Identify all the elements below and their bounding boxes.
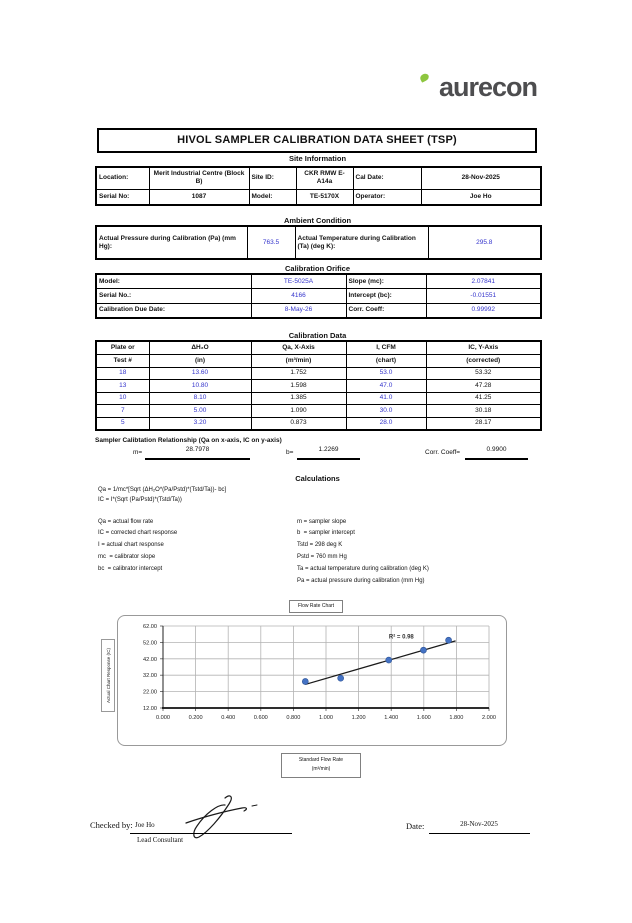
definition: bc = calibrator intercept [98, 566, 163, 572]
definition: Pstd = 760 mm Hg [297, 554, 347, 560]
table-row [96, 289, 541, 304]
site-id-label: Site ID: [249, 167, 296, 189]
definition: I = actual chart response [98, 542, 164, 548]
temperature-value: 295.8 [428, 226, 541, 259]
svg-text:0.400: 0.400 [221, 715, 236, 721]
table-cell: 18 [96, 367, 149, 380]
checked-by-label: Checked by: [90, 820, 133, 830]
cal-due-date-label: Calibration Due Date: [96, 303, 251, 318]
svg-text:62.00: 62.00 [143, 624, 157, 630]
column-header: (chart) [346, 354, 426, 367]
table-row [96, 380, 541, 393]
definition: IC = corrected chart response [98, 530, 178, 536]
intercept-value: -0.01551 [426, 289, 541, 304]
model-label: Model: [249, 189, 296, 205]
chart-x-axis-title: Standard Flow Rate [298, 757, 344, 763]
svg-text:0.800: 0.800 [286, 715, 301, 721]
chart-y-axis-title-box [101, 639, 115, 712]
table-cell: 41.25 [426, 392, 541, 405]
orifice-serial-value: 4166 [251, 289, 346, 304]
table-cell: 41.0 [346, 392, 426, 405]
temperature-label: Actual Temperature during Calibration (Ta) (deg K): [295, 226, 428, 259]
table-cell: 30.18 [426, 405, 541, 418]
checked-by-name: Joe Ho [135, 821, 155, 829]
column-header: (m³/min) [251, 354, 346, 367]
chart-x-axis-units: (m³/min) [311, 766, 331, 772]
sampler-corr-coeff-value: 0.9900 [465, 446, 528, 460]
ambient-condition-table [95, 225, 542, 260]
location-label: Location: [96, 167, 149, 189]
definition: b = sampler intercept [297, 530, 355, 536]
svg-text:42.00: 42.00 [143, 656, 157, 663]
calibration-orifice-heading: Calibration Orifice [284, 264, 350, 273]
site-information-heading: Site Information [288, 154, 347, 163]
b-label: b= [286, 449, 294, 456]
date-line [429, 833, 530, 834]
table-row [96, 274, 541, 289]
svg-text:1.000: 1.000 [319, 715, 333, 721]
slope-label: Slope (mc): [346, 274, 426, 289]
table-header-row [96, 341, 541, 354]
calibration-orifice-table [95, 273, 542, 319]
operator-label: Operator: [353, 189, 421, 205]
slope-value: 2.07841 [426, 274, 541, 289]
svg-text:32.00: 32.00 [143, 673, 157, 680]
svg-text:22.00: 22.00 [143, 689, 157, 696]
svg-text:1.800: 1.800 [449, 715, 464, 721]
page-title: HIVOL SAMPLER CALIBRATION DATA SHEET (TSP) [97, 128, 537, 153]
operator-value: Joe Ho [421, 189, 541, 205]
table-row [96, 367, 541, 380]
table-row [96, 189, 541, 205]
column-header: (in) [149, 354, 251, 367]
serial-no-value: 1087 [149, 189, 249, 205]
definition: m = sampler slope [297, 519, 347, 525]
flow-rate-chart-area [117, 615, 507, 746]
corr-coeff-value: 0.99992 [426, 303, 541, 318]
definition: Pa = actual pressure during calibration (mm Hg) [297, 578, 425, 584]
chart-x-axis-title-box [281, 753, 361, 778]
date-label: Date: [406, 821, 425, 831]
orifice-serial-label: Serial No.: [96, 289, 251, 304]
svg-text:2.000: 2.000 [482, 715, 496, 721]
column-header: (corrected) [426, 354, 541, 367]
cal-date-value: 28-Nov-2025 [421, 167, 541, 189]
calculations-heading: Calculations [295, 474, 340, 483]
calibration-data-table [95, 340, 542, 431]
table-header-row [96, 354, 541, 367]
svg-text:0.600: 0.600 [253, 715, 268, 721]
checked-by-title: Lead Consultant [137, 836, 184, 844]
table-cell: 53.0 [346, 367, 426, 380]
table-cell: 13.60 [149, 367, 251, 380]
sampler-corr-coeff-label: Corr. Coeff= [425, 449, 461, 456]
b-value: 1.2269 [297, 446, 360, 460]
model-value: TE-5170X [296, 189, 353, 205]
svg-text:1.200: 1.200 [351, 715, 366, 721]
checked-by-signature-line [130, 833, 292, 834]
table-cell: 8.10 [149, 392, 251, 405]
location-value: Merit Industrial Centre (Block B) [149, 167, 249, 189]
table-cell: 30.0 [346, 405, 426, 418]
flow-rate-chart [118, 616, 506, 745]
svg-text:52.00: 52.00 [143, 640, 157, 647]
table-cell: 5 [96, 417, 149, 430]
definition: Ta = actual temperature during calibration (deg K) [297, 566, 429, 572]
svg-text:0.000: 0.000 [156, 715, 170, 721]
column-header: I, CFM [346, 341, 426, 354]
cal-due-date-value: 8-May-26 [251, 303, 346, 318]
table-cell: 0.873 [251, 417, 346, 430]
chart-title-box: Flow Rate Chart [289, 600, 343, 613]
definition: Qa = actual flow rate [98, 519, 154, 525]
cal-date-label: Cal Date: [353, 167, 421, 189]
orifice-model-value: TE-5025A [251, 274, 346, 289]
table-cell: 10.80 [149, 380, 251, 393]
table-cell: 1.090 [251, 405, 346, 418]
table-cell: 10 [96, 392, 149, 405]
column-header: ΔH₂O [149, 341, 251, 354]
svg-text:R² = 0.98: R² = 0.98 [388, 634, 414, 641]
table-cell: 28.17 [426, 417, 541, 430]
table-row [96, 392, 541, 405]
svg-text:0.200: 0.200 [188, 715, 203, 721]
table-cell: 1.752 [251, 367, 346, 380]
pressure-value: 763.5 [247, 226, 295, 259]
table-row [96, 303, 541, 318]
column-header: Qa, X-Axis [251, 341, 346, 354]
formula-qa: Qa = 1/mc*[Sqrt (ΔH₂O*(Pa/Pstd)*(Tstd/Ta))- bc] [98, 487, 227, 493]
definition: mc = calibrator slope [98, 554, 156, 560]
table-cell: 13 [96, 380, 149, 393]
table-cell: 3.20 [149, 417, 251, 430]
column-header: Test # [96, 354, 149, 367]
svg-text:1.600: 1.600 [416, 715, 431, 721]
svg-text:12.00: 12.00 [143, 706, 157, 712]
table-cell: 1.598 [251, 380, 346, 393]
relationship-heading: Sampler Calibtation Relationship (Qa on x-axis, IC on y-axis) [95, 437, 282, 444]
corr-coeff-label: Corr. Coeff: [346, 303, 426, 318]
formula-ic: IC = I*(Sqrt (Pa/Pstd)*(Tstd/Ta)) [98, 497, 182, 503]
table-cell: 53.32 [426, 367, 541, 380]
column-header: IC, Y-Axis [426, 341, 541, 354]
ambient-condition-heading: Ambient Condition [283, 216, 352, 225]
column-header: Plate or [96, 341, 149, 354]
date-value: 28-Nov-2025 [460, 820, 498, 828]
intercept-label: Intercept (bc): [346, 289, 426, 304]
table-cell: 47.28 [426, 380, 541, 393]
table-cell: 47.0 [346, 380, 426, 393]
serial-no-label: Serial No: [96, 189, 149, 205]
m-label: m= [133, 449, 143, 456]
definition: Tstd = 298 deg K [297, 542, 343, 548]
aurecon-logo: aurecon [438, 72, 537, 102]
table-row [96, 167, 541, 189]
orifice-model-label: Model: [96, 274, 251, 289]
table-cell: 7 [96, 405, 149, 418]
svg-text:1.400: 1.400 [384, 715, 399, 721]
table-cell: 5.00 [149, 405, 251, 418]
site-information-table [95, 166, 542, 206]
table-cell: 1.385 [251, 392, 346, 405]
table-row [96, 226, 541, 259]
table-row [96, 405, 541, 418]
table-row [96, 417, 541, 430]
m-value: 28.7978 [145, 446, 250, 460]
table-cell: 28.0 [346, 417, 426, 430]
pressure-label: Actual Pressure during Calibration (Pa) (mm Hg): [96, 226, 247, 259]
calibration-data-heading: Calibration Data [288, 331, 347, 340]
site-id-value: CKR RMW E-A14a [296, 167, 353, 189]
chart-y-axis-title: Actual Chart Response (IC) [105, 647, 111, 704]
